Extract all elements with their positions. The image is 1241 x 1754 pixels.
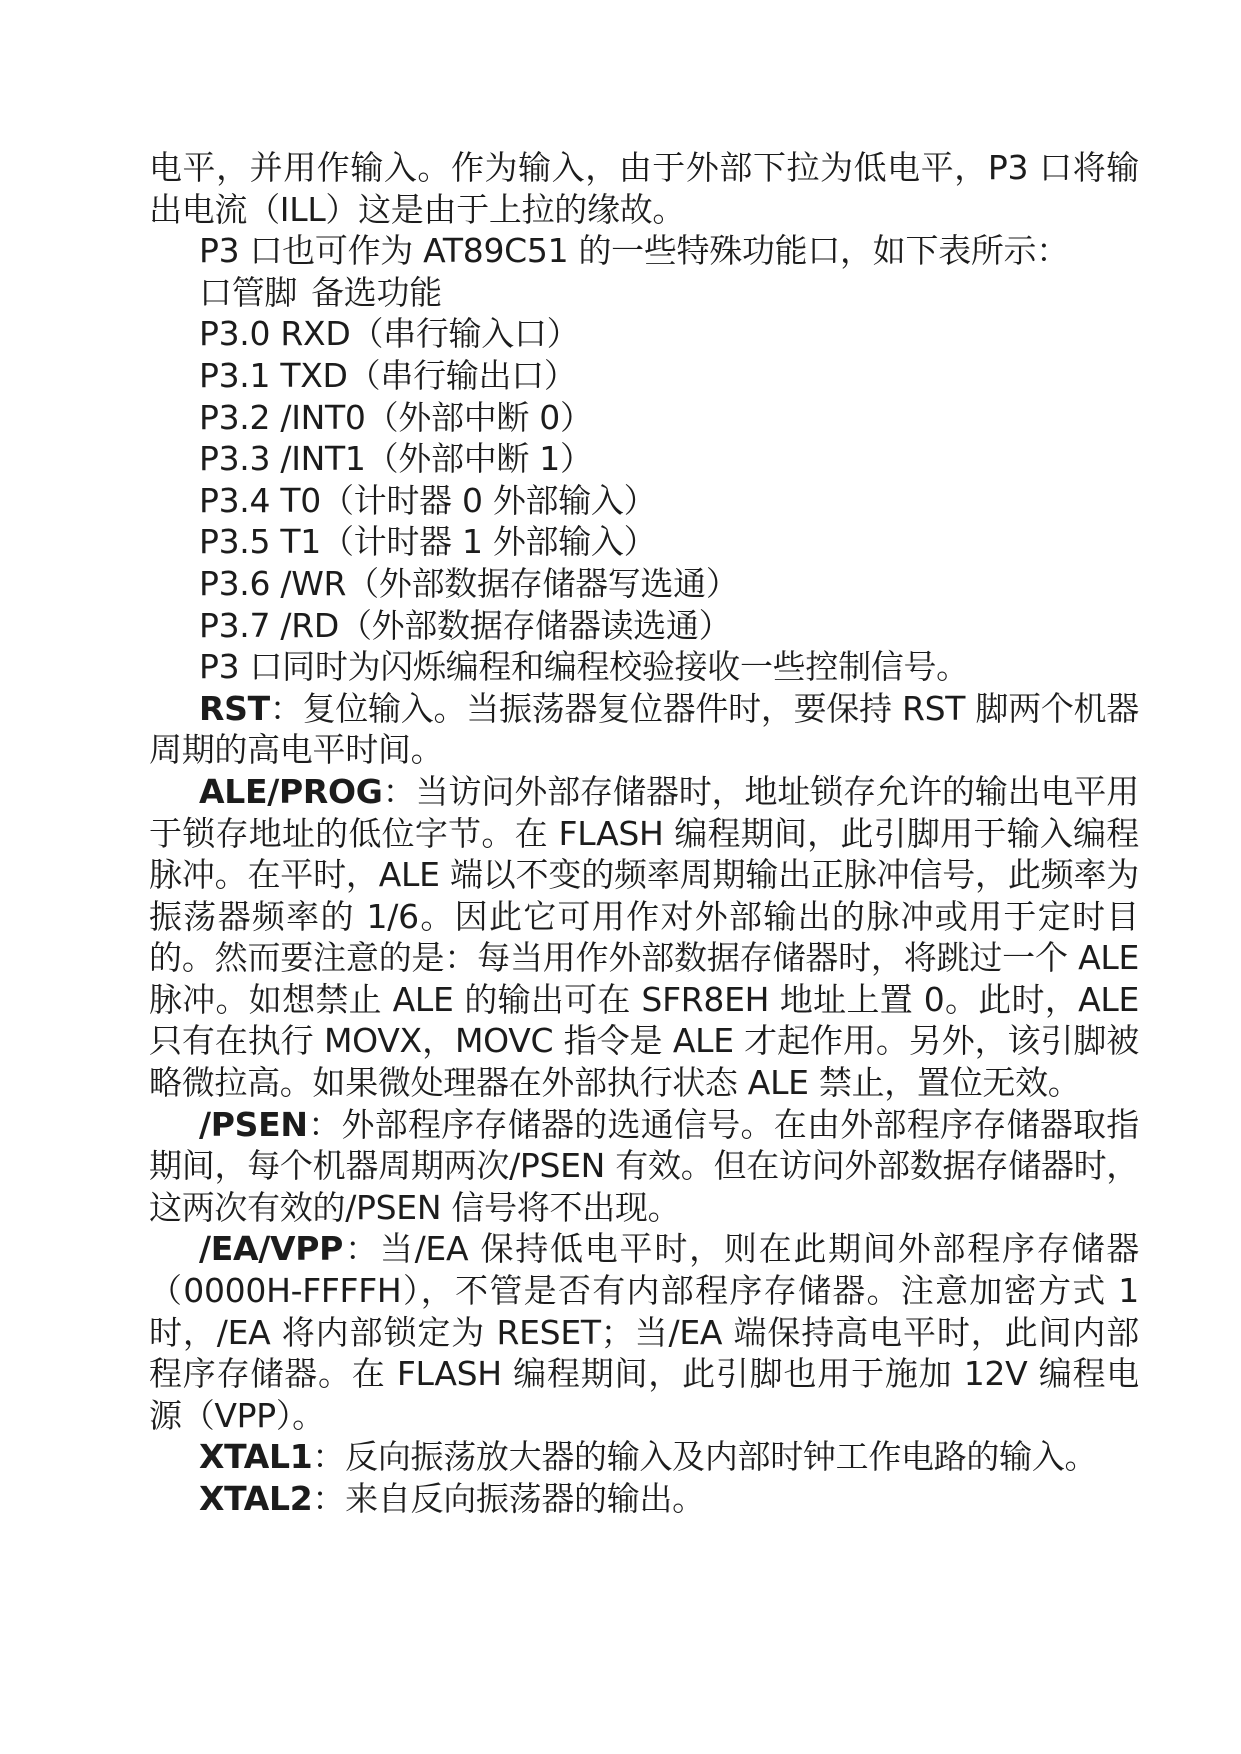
pin-desc: （外部中断 0） [365,397,593,437]
rst-text: ：复位输入。当振荡器复位器件时，要保持 RST 脚两个机器周期的高电平时间。 [149,688,1139,770]
pin-table-header [149,272,1139,314]
pin-id: P3.1 [199,355,271,395]
pin-desc: （外部数据存储器写选通） [346,563,739,603]
pin-signal: TXD [280,355,348,395]
psen-term: /PSEN [199,1104,308,1144]
pin-row [149,397,1139,439]
pin-desc: （计时器 1 外部输入） [320,522,657,562]
pin-id: P3.3 [199,439,271,479]
ea-paragraph [149,1228,1139,1436]
psen-text: ：外部程序存储器的选通信号。在由外部程序存储器取指期间，每个机器周期两次/PSEN 有效。但在访问外部数据存储器时，这两次有效的/PSEN 信号将不出现。 [149,1104,1139,1227]
xtal1-text: ：反向振荡放大器的输入及内部时钟工作电路的输入。 [312,1437,1098,1477]
pin-id: P3.2 [199,397,271,437]
p3-prog-paragraph: P3 口同时为闪烁编程和编程校验接收一些控制信号。 [199,647,969,687]
pin-id: P3.5 [199,522,271,562]
pin-signal: /WR [280,563,347,603]
pin-id: P3.4 [199,480,271,520]
ea-text: ：当/EA 保持低电平时，则在此期间外部程序存储器（0000H-FFFFH），不管是否有内部程序存储器。注意加密方式 1 时，/EA 将内部锁定为 RESET；当/EA 端保持高电平时，此间内部程序存储器。在 FLASH 编程期间，此引脚也用于施加 12V 编程电源（VPP）。 [149,1229,1139,1435]
pin-row [149,605,1139,647]
pin-signal: T0 [280,480,321,520]
pin-desc: （计时器 0 外部输入） [320,480,657,520]
xtal1-paragraph [149,1436,1139,1478]
ale-text: ：当访问外部存储器时，地址锁存允许的输出电平用于锁存地址的低位字节。在 FLASH 编程期间，此引脚用于输入编程脉冲。在平时，ALE 端以不变的频率周期输出正脉冲信号，此频率为振荡器频率的 1/6。因此它可用作对外部输出的脉冲或用于定时目的。然而要注意的是：每当用作外部数据存储器时，将跳过一个 ALE 脉冲。如想禁止 ALE 的输出可在 SFR8EH 地址上置 0。此时，ALE 只有在执行 MOVX，MOVC 指令是 ALE 才起作用。另外，该引脚被略微拉高。如果微处理器在外部执行状态 ALE 禁止，置位无效。 [149,771,1139,1103]
ea-term: /EA/VPP [199,1229,343,1269]
pin-id: P3.0 [199,314,271,354]
rst-paragraph [149,688,1139,771]
pin-row [149,355,1139,397]
pin-table [149,272,1139,646]
psen-paragraph [149,1104,1139,1229]
p3-special-paragraph: P3 口也可作为 AT89C51 的一些特殊功能口，如下表所示： [199,231,1069,271]
pin-signal: /INT1 [280,439,366,479]
pin-signal: /INT0 [280,397,366,437]
xtal2-paragraph [149,1478,1139,1520]
pin-row [149,521,1139,563]
ale-term: ALE/PROG [199,771,383,811]
pin-desc: （串行输入口） [350,314,580,354]
pin-signal: T1 [280,522,321,562]
pin-row [149,313,1139,355]
ale-paragraph [149,771,1139,1104]
pin-id: P3.6 [199,563,271,603]
document-page [149,147,1139,1520]
pin-row [149,563,1139,605]
pin-signal: /RD [280,605,339,645]
xtal1-term: XTAL1 [199,1437,313,1477]
pin-column-header: 口管脚 [199,272,298,312]
rst-term: RST [199,688,270,728]
xtal2-term: XTAL2 [199,1479,313,1518]
pin-desc: （串行输出口） [347,355,577,395]
xtal2-text: ：来自反向振荡器的输出。 [312,1479,705,1518]
pin-row [149,438,1139,480]
pin-id: P3.7 [199,605,271,645]
intro-paragraph: 电平，并用作输入。作为输入，由于外部下拉为低电平，P3 口将输出电流（ILL）这是由于上拉的缘故。 [149,148,1139,229]
pin-row [149,480,1139,522]
function-column-header: 备选功能 [311,272,442,312]
pin-desc: （外部数据存储器读选通） [338,605,732,645]
pin-desc: （外部中断 1） [365,439,593,479]
pin-signal: RXD [280,314,351,354]
